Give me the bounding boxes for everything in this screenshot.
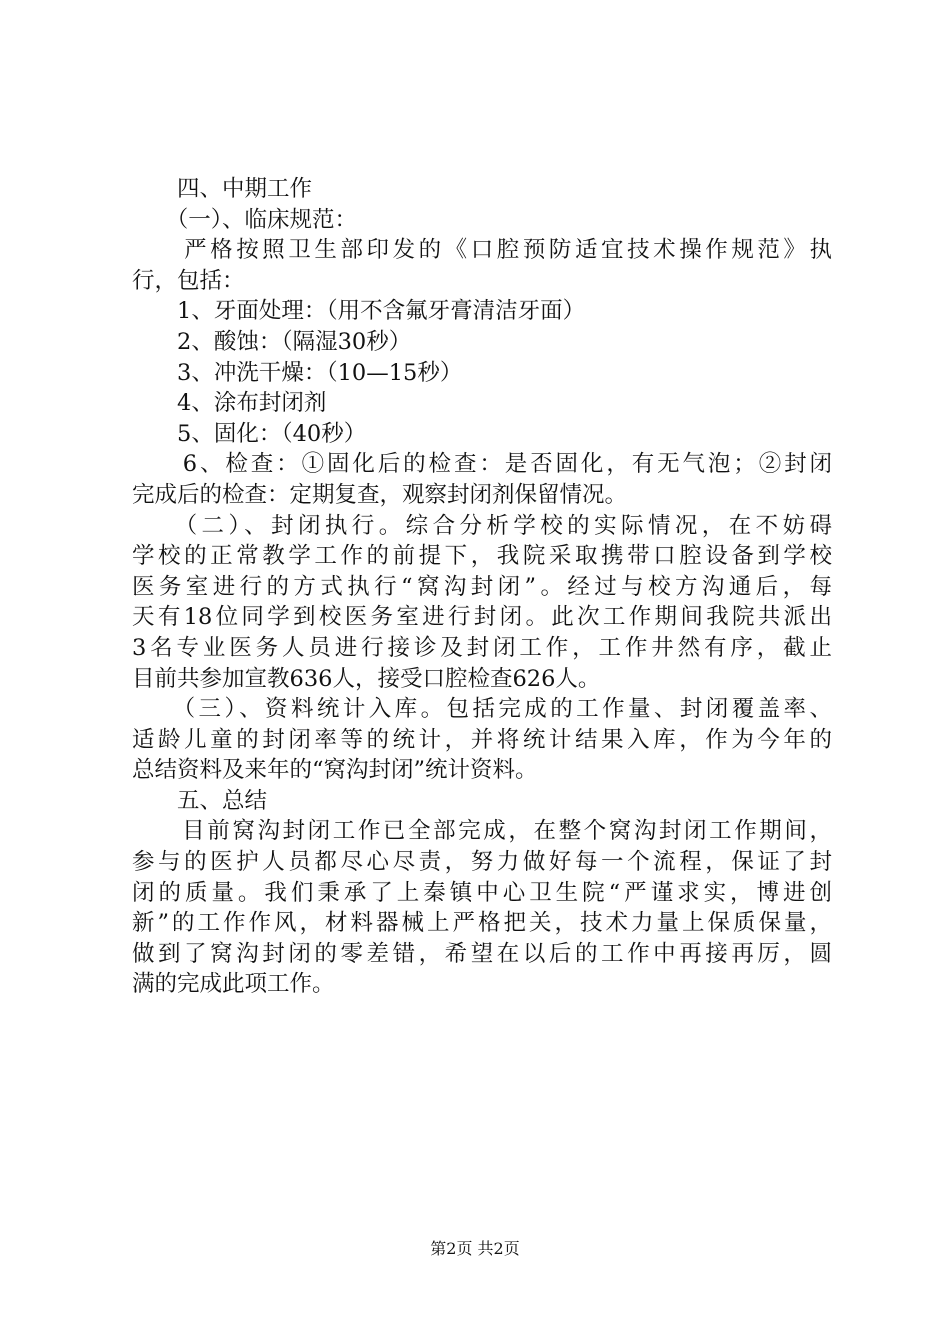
text-line: 五、总结 xyxy=(132,787,268,814)
text-line: （二）、封闭执行。综合分析学校的实际情况，在不妨碍 xyxy=(132,512,832,539)
text-line: 做到了窝沟封闭的零差错，希望在以后的工作中再接再厉，圆 xyxy=(132,940,832,967)
text-line: 满的完成此项工作。 xyxy=(132,971,335,998)
text-line: 天有18位同学到校医务室进行封闭。此次工作期间我院共派出 xyxy=(132,604,832,631)
text-line: 医务室进行的方式执行“窝沟封闭”。经过与校方沟通后，每 xyxy=(132,573,832,600)
text-line: 四、中期工作 xyxy=(132,176,313,202)
text-line: 严格按照卫生部印发的《口腔预防适宜技术操作规范》执 xyxy=(132,237,832,264)
text-line: 参与的医护人员都尽心尽责，努力做好每一个流程，保证了封 xyxy=(132,849,832,876)
text-line: 行，包括： xyxy=(132,267,245,294)
text-line: 闭的质量。我们秉承了上秦镇中心卫生院“严谨求实，博进创 xyxy=(132,879,832,906)
text-line: 4、涂布封闭剂 xyxy=(132,390,327,417)
text-line: 5、固化：（40秒） xyxy=(132,420,367,447)
text-line: 1、牙面处理：（用不含氟牙膏清洁牙面） xyxy=(132,298,586,325)
text-line: （三）、资料统计入库。包括完成的工作量、封闭覆盖率、 xyxy=(132,696,832,723)
text-line: 6、检查：①固化后的检查：是否固化，有无气泡；②封闭 xyxy=(132,451,832,478)
document-body xyxy=(132,174,832,1000)
text-line: 学校的正常教学工作的前提下，我院采取携带口腔设备到学校 xyxy=(132,543,832,570)
text-line: 目前共参加宣教636人，接受口腔检查626人。 xyxy=(132,665,601,692)
text-line: 完成后的检查：定期复查，观察封闭剂保留情况。 xyxy=(132,481,628,508)
text-line: 3名专业医务人员进行接诊及封闭工作，工作井然有序，截止 xyxy=(132,634,832,661)
text-line: （一）、临床规范： xyxy=(132,206,358,233)
text-line: 总结资料及来年的“窝沟封闭”统计资料。 xyxy=(132,757,538,784)
text-line: 目前窝沟封闭工作已全部完成，在整个窝沟封闭工作期间， xyxy=(132,818,832,845)
text-line: 适龄儿童的封闭率等的统计，并将统计结果入库，作为今年的 xyxy=(132,726,832,753)
page-footer: 第2页 共2页 xyxy=(430,1239,520,1258)
text-line: 2、酸蚀：（隔湿30秒） xyxy=(132,328,412,355)
text-line: 3、冲洗干燥：（10—15秒） xyxy=(132,359,463,386)
text-line: 新”的工作作风，材料器械上严格把关，技术力量上保质保量， xyxy=(132,910,832,937)
